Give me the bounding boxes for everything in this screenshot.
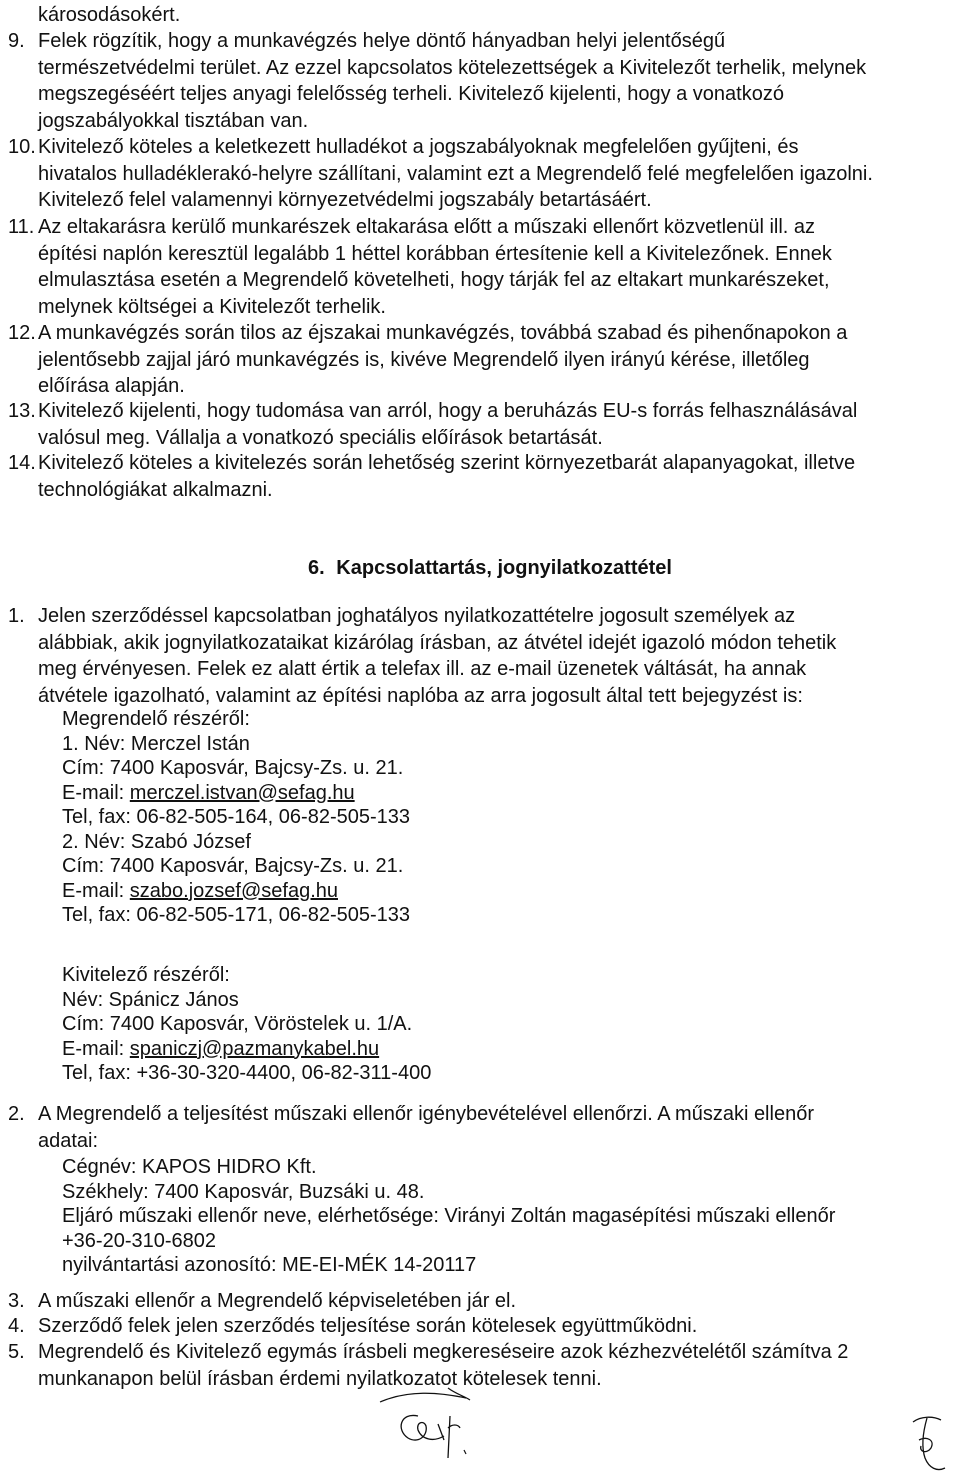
contact-email-row xyxy=(62,879,862,904)
contact-address: Cím: 7400 Kaposvár, Bajcsy-Zs. u. 21. xyxy=(62,855,404,877)
signature-right xyxy=(905,1410,953,1480)
item-line: megszegéséért teljes anyagi felelősség terheli. Kivitelező kijelenti, hogy a vonatkozó xyxy=(38,83,784,105)
item-line: adatai: xyxy=(38,1129,99,1152)
contact-address: Cím: 7400 Kaposvár, Bajcsy-Zs. u. 21. xyxy=(62,757,404,779)
item-number: 1. xyxy=(8,605,25,627)
item-line: munkanapon belül írásban érdemi nyilatkozatot kötelesek tenni. xyxy=(38,1367,602,1390)
email-link[interactable]: spaniczj@pazmanykabel.hu xyxy=(129,1037,380,1060)
item-line: technológiákat alkalmazni. xyxy=(38,478,273,501)
item-number: 13. xyxy=(8,400,36,422)
item-number: 9. xyxy=(8,30,25,52)
item-line: Kivitelező felel valamennyi környezetvédelmi jogszabály betartásáért. xyxy=(38,189,652,211)
item-line: melynek költségei a Kivitelezőt terhelik. xyxy=(38,295,386,318)
item-number: 12. xyxy=(8,322,36,344)
item-line: Kivitelező köteles a kivitelezés során lehetőség szerint környezetbarát alapanyagokat, illetve xyxy=(38,452,856,474)
item-number: 3. xyxy=(8,1290,25,1312)
item-line: jelentősebb zajjal járó munkavégzés is, kivéve Megrendelő ilyen irányú kérése, illetőleg xyxy=(38,348,810,371)
email-link[interactable]: merczel.istvan@sefag.hu xyxy=(129,781,355,804)
item-line: meg érvényesen. Felek ez alatt értik a telefax ill. az e-mail üzenetek váltását, ha annak xyxy=(38,658,807,680)
item-number: 4. xyxy=(8,1315,25,1337)
company-seat: Székhely: 7400 Kaposvár, Buzsáki u. 48. xyxy=(62,1180,425,1203)
email-label: E-mail: xyxy=(62,781,130,804)
section-number: 6. xyxy=(308,557,325,579)
item-line: elmulasztása esetén a Megrendelő követelheti, hogy tárják fel az eltakart munkarészeket, xyxy=(38,269,830,291)
contact-address: Cím: 7400 Kaposvár, Vöröstelek u. 1/A. xyxy=(62,1013,413,1035)
item-line: Megrendelő és Kivitelező egymás írásbeli megkereséseire azok kézhezvételétől számítva 2 xyxy=(38,1341,849,1363)
item-number: 14. xyxy=(8,452,36,474)
contact-name: Név: Spánicz János xyxy=(62,988,239,1011)
item-line: valósul meg. Vállalja a vonatkozó speciális előírások betartását. xyxy=(38,426,603,449)
engineer-name: Eljáró műszaki ellenőr neve, elérhetősége: Virányi Zoltán magasépítési műszaki ellenőr xyxy=(62,1205,836,1227)
item-line: hivatalos hulladéklerakó-helyre szállítani, valamint ezt a Megrendelő felé megfelelően igazolni. xyxy=(38,162,873,185)
email-label: E-mail: xyxy=(62,879,130,902)
section-title: Kapcsolattartás, jognyilatkozattétel xyxy=(336,557,672,579)
contact-header: Kivitelező részéről: xyxy=(62,964,230,986)
item-line: előírása alapján. xyxy=(38,375,185,397)
contact-email-row xyxy=(62,781,862,806)
engineer-phone: +36-20-310-6802 xyxy=(62,1229,217,1252)
contact-email-row xyxy=(62,1037,862,1062)
item-number: 5. xyxy=(8,1341,25,1363)
contact-name: 2. Név: Szabó József xyxy=(62,830,251,853)
item-number: 10. xyxy=(8,136,36,158)
signature-left xyxy=(378,1380,488,1475)
email-link[interactable]: szabo.jozsef@sefag.hu xyxy=(129,879,338,902)
item-line: Kivitelező köteles a keletkezett hulladékot a jogszabályoknak megfelelően gyűjteni, és xyxy=(38,136,799,158)
item-line: A Megrendelő a teljesítést műszaki ellenőr igénybevételével ellenőrzi. A műszaki ellenőr xyxy=(38,1103,814,1125)
contact-phone: Tel, fax: 06-82-505-164, 06-82-505-133 xyxy=(62,806,411,828)
company-name: Cégnév: KAPOS HIDRO Kft. xyxy=(62,1156,317,1178)
item-line: Felek rögzítik, hogy a munkavégzés helye döntő hányadban helyi jelentőségű xyxy=(38,30,726,52)
item-line: Kivitelező kijelenti, hogy tudomása van arról, hogy a beruházás EU-s forrás felhasználásával xyxy=(38,400,858,422)
item-line: A műszaki ellenőr a Megrendelő képviseletében jár el. xyxy=(38,1290,517,1312)
intro-line: károsodásokért. xyxy=(38,4,181,26)
item-line: átvétele igazolható, valamint az építési naplóba az arra jogosult által tett bejegyzést is: xyxy=(38,684,803,707)
kivitelezo-contacts xyxy=(62,963,862,1086)
item-number: 2. xyxy=(8,1103,25,1125)
contact-phone: Tel, fax: 06-82-505-171, 06-82-505-133 xyxy=(62,904,411,926)
item-line: A munkavégzés során tilos az éjszakai munkavégzés, továbbá szabad és pihenőnapokon a xyxy=(38,322,848,344)
item-line: Szerződő felek jelen szerződés teljesítése során kötelesek együttműködni. xyxy=(38,1315,698,1337)
item-line: alábbiak, akik jognyilatkozataikat kizárólag írásban, az átvétel idejét igazoló módon tehetik xyxy=(38,631,837,654)
contact-header: Megrendelő részéről: xyxy=(62,708,250,730)
contact-name: 1. Név: Merczel Istán xyxy=(62,732,250,755)
item-line: építési naplón keresztül legalább 1 héttel korábban értesítenie kell a Kivitelezőnek. Ennek xyxy=(38,242,832,265)
item-line: Jelen szerződéssel kapcsolatban joghatályos nyilatkozattételre jogosult személyek az xyxy=(38,605,796,627)
muszaki-ellenor-details xyxy=(62,1155,862,1278)
item-line: természetvédelmi terület. Az ezzel kapcsolatos kötelezettségek a Kivitelezőt terhelik, melynek xyxy=(38,56,867,79)
registration-id: nyilvántartási azonosító: ME-EI-MÉK 14-20117 xyxy=(62,1254,477,1276)
item-number: 11. xyxy=(8,216,35,238)
item-line: jogszabályokkal tisztában van. xyxy=(38,109,309,132)
item-line: Az eltakarásra kerülő munkarészek eltakarása előtt a műszaki ellenőrt közvetlenül ill. az xyxy=(38,216,816,238)
section-heading xyxy=(0,556,960,580)
contact-phone: Tel, fax: +36-30-320-4400, 06-82-311-400 xyxy=(62,1062,432,1084)
megrendelo-contacts xyxy=(62,707,862,928)
email-label: E-mail: xyxy=(62,1037,130,1060)
